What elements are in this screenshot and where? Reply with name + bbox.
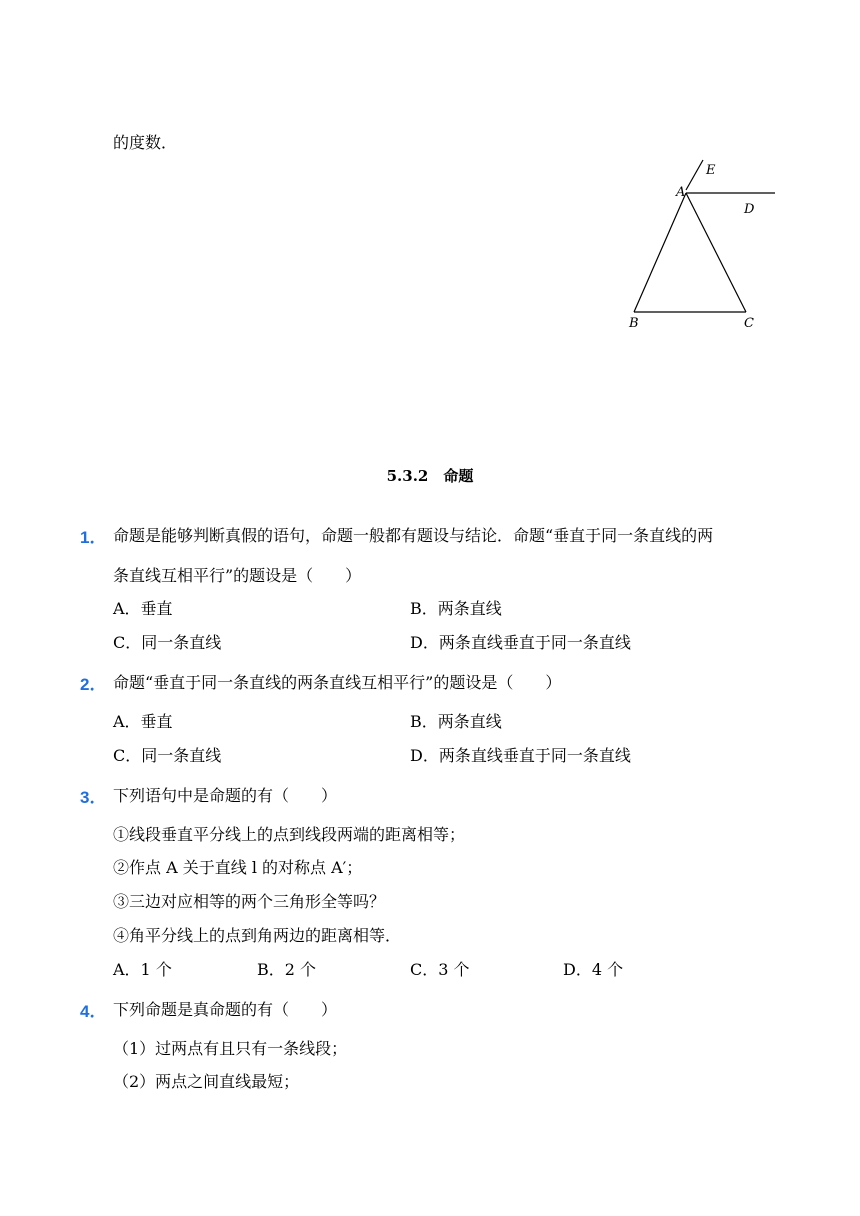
- question-3-number: 3．: [80, 788, 107, 807]
- question-2-option-c[interactable]: C．同一条直线: [113, 746, 222, 765]
- question-1-line-1: 命题是能够判断真假的语句，命题一般都有题设与结论．命题“垂直于同一条直线的两: [113, 526, 714, 545]
- label-e: E: [706, 163, 716, 178]
- question-2-option-b[interactable]: B．两条直线: [410, 712, 502, 731]
- label-b: B: [629, 316, 639, 331]
- label-c: C: [744, 316, 754, 331]
- question-2-line-1: 命题“垂直于同一条直线的两条直线互相平行”的题设是（ ）: [113, 673, 562, 692]
- ray-ae: [686, 160, 703, 190]
- side-ab: [634, 193, 686, 312]
- question-1-option-c[interactable]: C．同一条直线: [113, 633, 222, 652]
- question-1-option-b[interactable]: B．两条直线: [410, 599, 502, 618]
- side-ac: [686, 193, 746, 312]
- question-2-option-a[interactable]: A．垂直: [113, 712, 173, 731]
- triangle-figure: [620, 155, 790, 335]
- question-1-option-a[interactable]: A．垂直: [113, 599, 173, 618]
- question-4-number: 4．: [80, 1002, 107, 1021]
- question-3-option-a[interactable]: A．1 个: [113, 960, 172, 979]
- question-3-item-4: ④角平分线上的点到角两边的距离相等．: [113, 926, 402, 945]
- intro-text: 的度数．: [113, 133, 178, 152]
- question-3-option-b[interactable]: B．2 个: [257, 960, 317, 979]
- label-a: A: [676, 185, 686, 200]
- label-d: D: [744, 202, 755, 217]
- question-4-line-1: 下列命题是真命题的有（ ）: [113, 1000, 338, 1019]
- question-3-item-3: ③三边对应相等的两个三角形全等吗？: [113, 892, 386, 911]
- question-4-item-1: （1）过两点有且只有一条线段；: [113, 1039, 348, 1058]
- section-title: 5.3.2 命题: [386, 467, 474, 485]
- question-4-item-2: （2）两点之间直线最短；: [113, 1072, 300, 1091]
- question-1-number: 1．: [80, 528, 107, 547]
- question-3-option-d[interactable]: D．4 个: [563, 960, 624, 979]
- question-3-item-1: ①线段垂直平分线上的点到线段两端的距离相等；: [113, 825, 466, 844]
- question-3-option-c[interactable]: C．3 个: [410, 960, 470, 979]
- question-2-option-d[interactable]: D．两条直线垂直于同一条直线: [410, 746, 631, 765]
- question-3-line-1: 下列语句中是命题的有（ ）: [113, 786, 338, 805]
- question-1-option-d[interactable]: D．两条直线垂直于同一条直线: [410, 633, 631, 652]
- question-1-line-2: 条直线互相平行”的题设是（ ）: [113, 566, 362, 585]
- question-3-item-2: ②作点 A 关于直线 l 的对称点 A′；: [113, 858, 363, 877]
- question-2-number: 2．: [80, 675, 107, 694]
